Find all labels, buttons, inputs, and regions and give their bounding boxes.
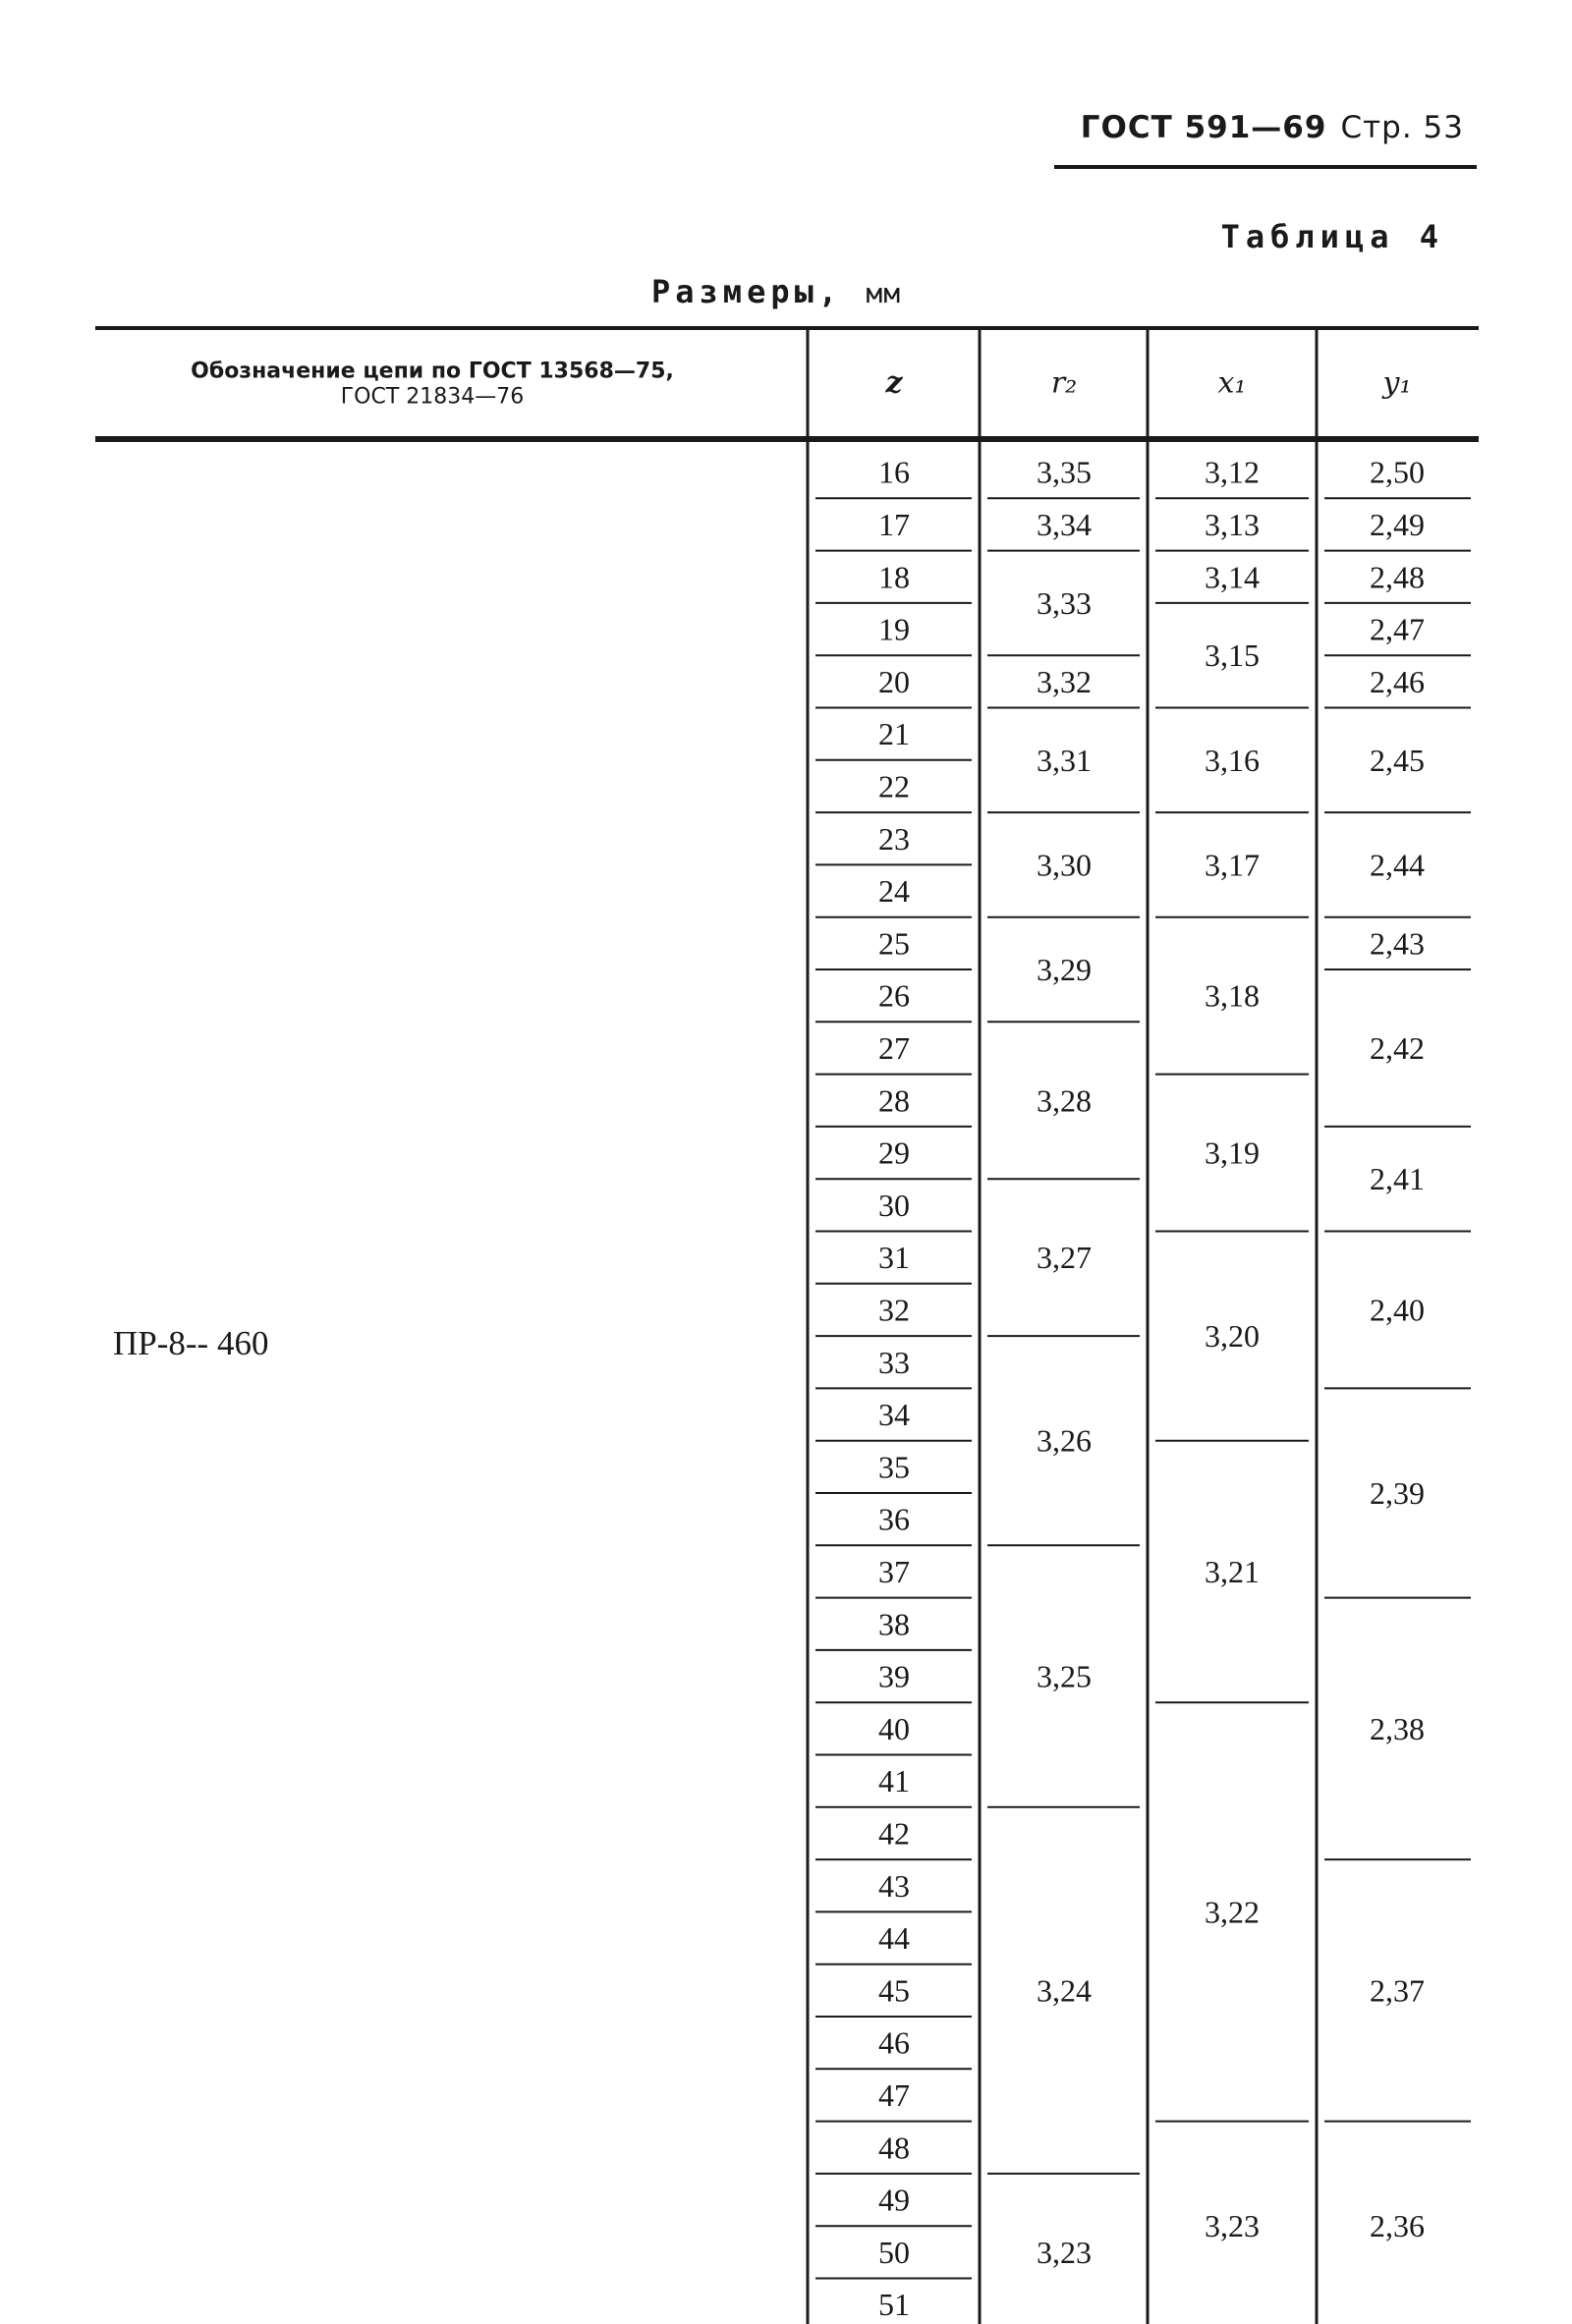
x1-value: 3,12 (1205, 454, 1260, 490)
column-header-x1: x₁ (1217, 365, 1247, 401)
column-header-designation: Обозначение цепи по ГОСТ 13568—75, (191, 359, 674, 384)
x1-value: 3,15 (1205, 637, 1260, 674)
r2-value: 3,33 (1037, 584, 1092, 621)
x1-value: 3,22 (1205, 1894, 1260, 1930)
z-value: 19 (878, 611, 910, 647)
column-header-z: z (885, 365, 903, 401)
z-value: 17 (878, 506, 910, 542)
y1-value: 2,44 (1370, 847, 1425, 883)
y1-value: 2,50 (1370, 454, 1425, 490)
y1-value: 2,49 (1370, 506, 1425, 542)
r2-value: 3,34 (1037, 506, 1092, 542)
z-value: 25 (878, 925, 910, 962)
chain-designation: ПР-8-- 460 (113, 1324, 269, 1362)
z-value: 29 (878, 1134, 910, 1171)
x1-value: 3,21 (1205, 1553, 1260, 1589)
r2-value: 3,24 (1037, 1972, 1092, 2009)
z-value: 21 (878, 716, 910, 752)
z-value: 20 (878, 663, 910, 699)
x1-value: 3,17 (1205, 847, 1260, 883)
r2-value: 3,32 (1037, 663, 1092, 699)
z-value: 24 (878, 873, 910, 910)
z-value: 35 (878, 1449, 910, 1485)
column-header-r2: r₂ (1050, 365, 1078, 401)
page-number: Стр. 53 (1340, 110, 1464, 145)
z-value: 39 (878, 1658, 910, 1694)
z-value: 44 (878, 1920, 910, 1957)
y1-value: 2,48 (1370, 559, 1425, 595)
r2-value: 3,23 (1037, 2234, 1092, 2270)
z-value: 38 (878, 1606, 910, 1642)
z-value: 42 (878, 1815, 910, 1852)
z-value: 51 (878, 2287, 910, 2323)
z-value: 45 (878, 1972, 910, 2009)
z-value: 46 (878, 2024, 910, 2061)
z-value: 26 (878, 977, 910, 1014)
r2-value: 3,29 (1037, 952, 1092, 987)
r2-value: 3,27 (1037, 1240, 1092, 1276)
x1-value: 3,19 (1205, 1134, 1260, 1171)
x1-value: 3,23 (1205, 2208, 1260, 2244)
y1-value: 2,42 (1370, 1029, 1425, 1066)
z-value: 50 (878, 2234, 910, 2270)
z-value: 16 (878, 454, 910, 490)
caption-unit: мм (866, 277, 902, 309)
y1-value: 2,36 (1370, 2208, 1425, 2244)
z-value: 48 (878, 2130, 910, 2166)
z-value: 47 (878, 2076, 910, 2113)
r2-value: 3,25 (1037, 1658, 1092, 1694)
r2-value: 3,28 (1037, 1082, 1092, 1119)
y1-value: 2,43 (1370, 925, 1425, 962)
r2-value: 3,35 (1037, 454, 1092, 490)
y1-value: 2,45 (1370, 742, 1425, 778)
z-value: 33 (878, 1344, 910, 1380)
y1-value: 2,37 (1370, 1972, 1425, 2009)
z-value: 28 (878, 1082, 910, 1119)
z-value: 37 (878, 1553, 910, 1589)
z-value: 43 (878, 1867, 910, 1904)
x1-value: 3,20 (1205, 1318, 1260, 1355)
y1-value: 2,46 (1370, 663, 1425, 699)
x1-value: 3,14 (1205, 559, 1260, 595)
z-value: 31 (878, 1240, 910, 1276)
table-number: Таблица 4 (1220, 218, 1444, 255)
z-value: 27 (878, 1029, 910, 1066)
z-value: 32 (878, 1292, 910, 1328)
z-value: 34 (878, 1397, 910, 1433)
x1-value: 3,16 (1205, 742, 1260, 778)
y1-value: 2,39 (1370, 1475, 1425, 1511)
z-value: 22 (878, 768, 910, 804)
y1-value: 2,41 (1370, 1161, 1425, 1197)
r2-value: 3,31 (1037, 742, 1092, 778)
z-value: 40 (878, 1710, 910, 1746)
r2-value: 3,30 (1037, 847, 1092, 883)
x1-value: 3,18 (1205, 977, 1260, 1014)
column-header-designation-line2: ГОСТ 21834—76 (340, 384, 525, 410)
standard-number: ГОСТ 591—69 (1080, 110, 1327, 145)
y1-value: 2,38 (1370, 1710, 1425, 1746)
z-value: 49 (878, 2182, 910, 2218)
y1-value: 2,40 (1370, 1292, 1425, 1328)
y1-value: 2,47 (1370, 611, 1425, 647)
r2-value: 3,26 (1037, 1422, 1092, 1459)
z-value: 36 (878, 1501, 910, 1537)
z-value: 41 (878, 1763, 910, 1799)
caption-title: Размеры, (651, 273, 843, 310)
column-header-y1: y₁ (1382, 365, 1412, 401)
z-value: 30 (878, 1187, 910, 1223)
x1-value: 3,13 (1205, 506, 1260, 542)
z-value: 18 (878, 559, 910, 595)
z-value: 23 (878, 820, 910, 857)
